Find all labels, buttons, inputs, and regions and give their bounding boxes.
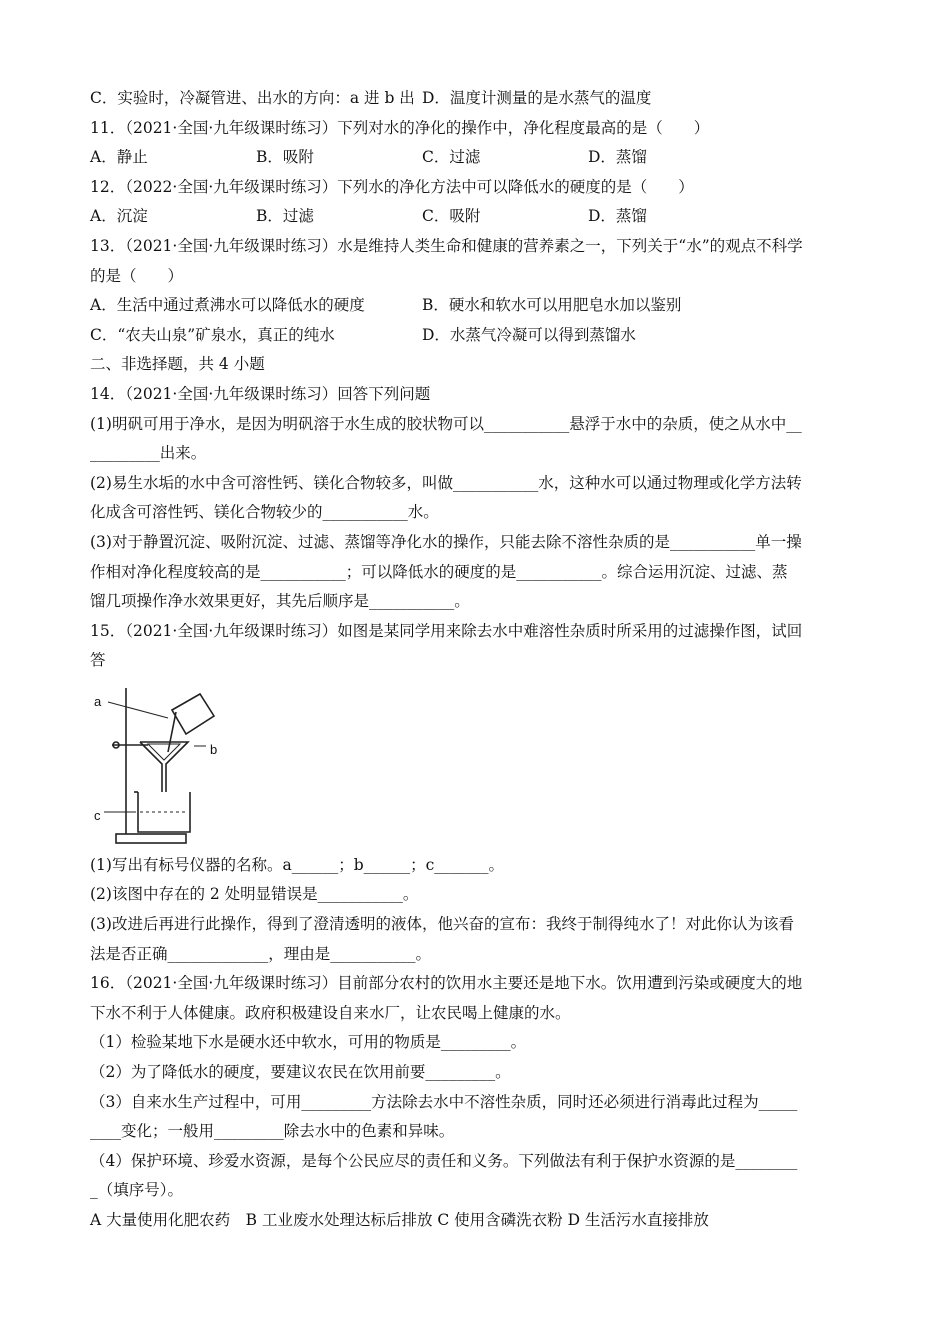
text-line: （3）自来水生产过程中，可用_________方法除去水中不溶性杂质，同时还必须进行消毒此过程为_____ <box>90 1092 798 1111</box>
text-line: 13．（2021·全国·九年级课时练习）水是维持人类生命和健康的营养素之一，下列关于“水”的观点不科学 <box>90 236 803 255</box>
option-item: B．硬水和软水可以用肥皂水加以鉴别 <box>422 296 682 315</box>
text-line: (2)该图中存在的 2 处明显错误是___________。 <box>90 885 419 904</box>
text-line: (2)易生水垢的水中含可溶性钙、镁化合物较多，叫做___________水，这种水可以通过物理或化学方法转 <box>90 473 802 492</box>
option-item: A．静止 <box>90 148 148 167</box>
option-item: D．蒸馏 <box>588 148 647 167</box>
text-line: (1)明矾可用于净水，是因为明矾溶于水生成的胶状物可以___________悬浮于水中的杂质，使之从水中__ <box>90 414 802 433</box>
filtration-apparatus-figure <box>98 682 218 847</box>
text-line: (3)改进后再进行此操作，得到了澄清透明的液体，他兴奋的宣布：我终于制得纯水了！对此你认为该看 <box>90 915 794 934</box>
option-item: C．“农夫山泉”矿泉水，真正的纯水 <box>90 325 335 344</box>
option-item: C．过滤 <box>422 148 481 167</box>
option-item: D．蒸馏 <box>588 207 647 226</box>
figure-label-c: c <box>94 807 101 823</box>
figure-block <box>90 676 860 851</box>
text-line: 12．（2022·全国·九年级课时练习）下列水的净化方法中可以降低水的硬度的是（ ） <box>90 177 694 196</box>
text-line: 馏几项操作净水效果更好，其先后顺序是___________。 <box>90 592 470 611</box>
text-line: 11．（2021·全国·九年级课时练习）下列对水的净化的操作中，净化程度最高的是（ ） <box>90 118 710 137</box>
option-item: B．吸附 <box>256 148 314 167</box>
document-page <box>90 84 860 1236</box>
text-line: 15．（2021·全国·九年级课时练习）如图是某同学用来除去水中难溶性杂质时所采用的过滤操作图，试回 <box>90 621 803 640</box>
glass-rod <box>168 712 176 752</box>
text-line: 16．（2021·全国·九年级课时练习）目前部分农村的饮用水主要还是地下水。饮用遭到污染或硬度大的地 <box>90 974 803 993</box>
text-line: A 大量使用化肥农药 B 工业废水处理达标后排放 C 使用含磷洗衣粉 D 生活污水直接排放 <box>90 1211 709 1229</box>
text-line: 化成含可溶性钙、镁化合物较少的___________水。 <box>90 503 439 522</box>
options-row <box>90 321 860 351</box>
options-row <box>90 143 860 173</box>
text-line: 二、非选择题，共 4 小题 <box>90 355 265 374</box>
text-line: 作相对净化程度较高的是___________；可以降低水的硬度的是___________。综合运用沉淀、过滤、蒸 <box>90 562 788 581</box>
option-item: C．实验时，冷凝管进、出水的方向：a 进 b 出 <box>90 89 415 107</box>
pouring-beaker <box>172 694 214 734</box>
options-row <box>90 291 860 321</box>
text-line: (1)写出有标号仪器的名称。a______；b______；c_______。 <box>90 855 505 874</box>
option-item: B．过滤 <box>256 207 314 226</box>
text-line: （4）保护环境、珍爱水资源，是每个公民应尽的责任和义务。下列做法有利于保护水资源的是________ <box>90 1151 798 1170</box>
options-row <box>90 84 860 114</box>
figure-label-a: a <box>94 693 102 709</box>
option-item: D．水蒸气冷凝可以得到蒸馏水 <box>422 325 636 344</box>
text-line: 答 <box>90 651 106 670</box>
options-row <box>90 202 860 232</box>
text-line: 14．（2021·全国·九年级课时练习）回答下列问题 <box>90 384 431 403</box>
option-item: C．吸附 <box>422 207 481 226</box>
text-line: _（填序号）。 <box>90 1181 184 1200</box>
text-line: 下水不利于人体健康。政府积极建设自来水厂，让农民喝上健康的水。 <box>90 1003 571 1022</box>
option-item: A．沉淀 <box>90 207 148 226</box>
text-line: （2）为了降低水的硬度，要建议农民在饮用前要_________。 <box>90 1063 511 1082</box>
option-item: D．温度计测量的是水蒸气的温度 <box>422 89 652 107</box>
text-line: (3)对于静置沉淀、吸附沉淀、过滤、蒸馏等净化水的操作，只能去除不溶性杂质的是___________单一操 <box>90 532 802 551</box>
text-line: ____变化；一般用_________除去水中的色素和异味。 <box>90 1122 455 1141</box>
text-line: _________出来。 <box>90 444 207 463</box>
text-line: 的是（ ） <box>90 266 184 285</box>
text-line: （1）检验某地下水是硬水还中软水，可用的物质是_________。 <box>90 1033 527 1052</box>
stand-base <box>116 834 186 843</box>
text-line: 法是否正确_____________，理由是___________。 <box>90 944 432 963</box>
option-item: A．生活中通过煮沸水可以降低水的硬度 <box>90 296 365 315</box>
figure-label-b: b <box>210 741 218 757</box>
